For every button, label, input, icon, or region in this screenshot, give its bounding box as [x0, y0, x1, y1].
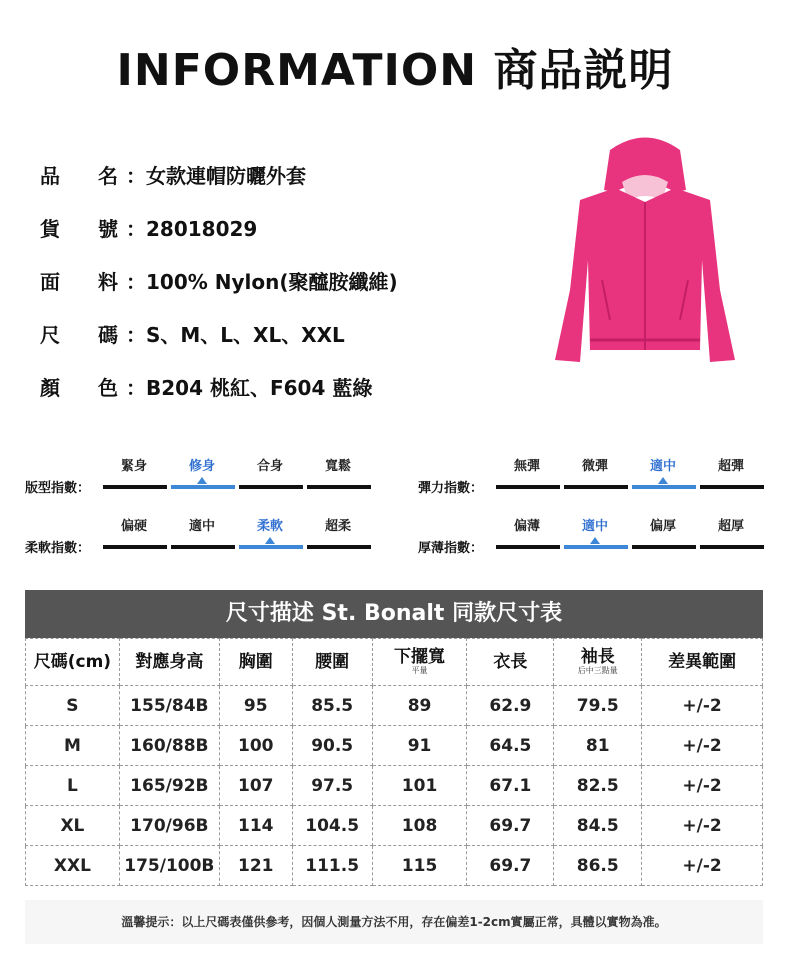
table-cell: 108: [372, 806, 467, 846]
table-cell: 84.5: [554, 806, 642, 846]
table-cell: 97.5: [292, 766, 372, 806]
table-cell: 79.5: [554, 686, 642, 726]
soft-option-selected: 柔軟: [256, 519, 283, 534]
table-cell: +/-2: [642, 846, 763, 886]
table-row: [26, 806, 763, 846]
table-cell: 101: [372, 766, 467, 806]
table-cell: L: [26, 766, 120, 806]
fit-bar: [239, 485, 303, 489]
fit-index-scale: [103, 455, 373, 495]
soft-bar: [171, 545, 235, 549]
fit-option: 緊身: [120, 459, 147, 474]
thick-option: 超厚: [717, 519, 744, 534]
thick-option-selected: 適中: [581, 519, 608, 534]
table-cell: 69.7: [467, 846, 554, 886]
info-row-fabric: [40, 266, 398, 306]
table-cell: 160/88B: [119, 726, 219, 766]
header-cell: 對應身高: [119, 639, 219, 686]
header-cell: 尺碼(cm): [26, 639, 120, 686]
fit-bar: [103, 485, 167, 489]
table-cell: 114: [219, 806, 292, 846]
header-cell: 袖長 后中三點量: [554, 639, 642, 686]
table-cell: +/-2: [642, 806, 763, 846]
fit-option: 合身: [256, 459, 283, 474]
soft-index-scale: [103, 515, 373, 555]
info-label-2: 色: [98, 376, 118, 400]
info-colon: ：: [126, 323, 146, 347]
fit-option: 寬鬆: [324, 459, 351, 474]
elastic-bar: [496, 485, 560, 489]
header-subnote: 后中三點量: [577, 665, 618, 675]
table-cell: 81: [554, 726, 642, 766]
table-cell: 64.5: [467, 726, 554, 766]
info-value: 28018029: [146, 217, 258, 241]
soft-bar: [307, 545, 371, 549]
size-table: [25, 638, 763, 886]
table-cell: +/-2: [642, 686, 763, 726]
soft-indicator-icon: [265, 537, 275, 544]
soft-bar: [103, 545, 167, 549]
table-cell: 85.5: [292, 686, 372, 726]
info-label-1: 顏: [40, 376, 60, 400]
info-row-sku: [40, 213, 257, 253]
header-cell: 差異範圍: [642, 639, 763, 686]
info-label-1: 尺: [40, 323, 60, 347]
info-value: B204 桃紅、F604 藍綠: [146, 376, 373, 400]
table-cell: 82.5: [554, 766, 642, 806]
info-colon: ：: [126, 270, 146, 294]
info-row-name: [40, 160, 306, 200]
size-table-title: 尺寸描述 St. Bonalt 同款尺寸表: [25, 590, 763, 638]
table-cell: 175/100B: [119, 846, 219, 886]
fit-index-label: 版型指數：: [25, 481, 91, 496]
table-row: [26, 686, 763, 726]
table-cell: XL: [26, 806, 120, 846]
fit-indicator-icon: [197, 477, 207, 484]
elastic-bar-selected: [632, 485, 696, 489]
jacket-image: [540, 130, 750, 370]
table-cell: 111.5: [292, 846, 372, 886]
info-label-1: 面: [40, 270, 60, 294]
fit-option-selected: 修身: [188, 459, 215, 474]
soft-bar-selected: [239, 545, 303, 549]
elastic-option: 微彈: [581, 459, 608, 474]
info-label-2: 號: [98, 217, 118, 241]
header-subnote: 平量: [411, 665, 428, 675]
table-cell: 104.5: [292, 806, 372, 846]
info-colon: ：: [126, 376, 146, 400]
header-cell: 腰圍: [292, 639, 372, 686]
header-cell: 胸圍: [219, 639, 292, 686]
table-cell: 69.7: [467, 806, 554, 846]
page-title: INFORMATION 商品説明: [116, 45, 674, 96]
info-colon: ：: [126, 164, 146, 188]
table-cell: 86.5: [554, 846, 642, 886]
info-value: 100% Nylon(聚醯胺纖維): [146, 270, 398, 294]
table-cell: 170/96B: [119, 806, 219, 846]
table-cell: 89: [372, 686, 467, 726]
info-row-size: [40, 319, 345, 359]
table-cell: 165/92B: [119, 766, 219, 806]
elastic-bar: [564, 485, 628, 489]
table-row: [26, 726, 763, 766]
info-value: 女款連帽防曬外套: [146, 164, 306, 188]
elastic-indicator-icon: [658, 477, 668, 484]
table-cell: M: [26, 726, 120, 766]
table-cell: 115: [372, 846, 467, 886]
soft-option: 偏硬: [120, 519, 147, 534]
size-table-section: [25, 590, 763, 886]
size-table-header-row: [26, 639, 763, 686]
table-cell: 155/84B: [119, 686, 219, 726]
elastic-option: 超彈: [717, 459, 744, 474]
header-cell: 衣長: [467, 639, 554, 686]
table-cell: +/-2: [642, 726, 763, 766]
table-cell: 67.1: [467, 766, 554, 806]
soft-index-label: 柔軟指數：: [25, 541, 91, 556]
thick-bar: [700, 545, 764, 549]
table-cell: XXL: [26, 846, 120, 886]
fit-bar-selected: [171, 485, 235, 489]
elastic-option: 無彈: [513, 459, 540, 474]
thick-option: 偏薄: [513, 519, 540, 534]
info-label-1: 貨: [40, 217, 60, 241]
thick-option: 偏厚: [649, 519, 676, 534]
info-colon: ：: [126, 217, 146, 241]
table-cell: 107: [219, 766, 292, 806]
table-cell: S: [26, 686, 120, 726]
table-cell: 95: [219, 686, 292, 726]
table-cell: 62.9: [467, 686, 554, 726]
table-cell: 91: [372, 726, 467, 766]
fit-bar: [307, 485, 371, 489]
table-cell: 100: [219, 726, 292, 766]
info-label-1: 品: [40, 164, 60, 188]
header-cell: 下擺寬 平量: [372, 639, 467, 686]
thick-bar: [632, 545, 696, 549]
table-row: [26, 766, 763, 806]
size-note: 溫馨提示：以上尺碼表僅供參考，因個人測量方法不用，存在偏差1-2cm實屬正常，具體以實物為准。: [25, 900, 763, 944]
info-label-2: 名: [98, 164, 118, 188]
soft-option: 超柔: [324, 519, 351, 534]
info-label-2: 碼: [98, 323, 118, 347]
elastic-option-selected: 適中: [649, 459, 676, 474]
table-cell: 90.5: [292, 726, 372, 766]
thick-bar: [496, 545, 560, 549]
thick-index-scale: [496, 515, 766, 555]
info-row-color: [40, 372, 372, 412]
table-cell: +/-2: [642, 766, 763, 806]
soft-option: 適中: [188, 519, 215, 534]
thick-bar-selected: [564, 545, 628, 549]
elastic-index-scale: [496, 455, 766, 495]
elastic-bar: [700, 485, 764, 489]
info-value: S、M、L、XL、XXL: [146, 323, 345, 347]
elastic-index-label: 彈力指數：: [418, 481, 484, 496]
info-label-2: 料: [98, 270, 118, 294]
thick-index-label: 厚薄指數：: [418, 541, 484, 556]
thick-indicator-icon: [590, 537, 600, 544]
table-cell: 121: [219, 846, 292, 886]
table-row: [26, 846, 763, 886]
